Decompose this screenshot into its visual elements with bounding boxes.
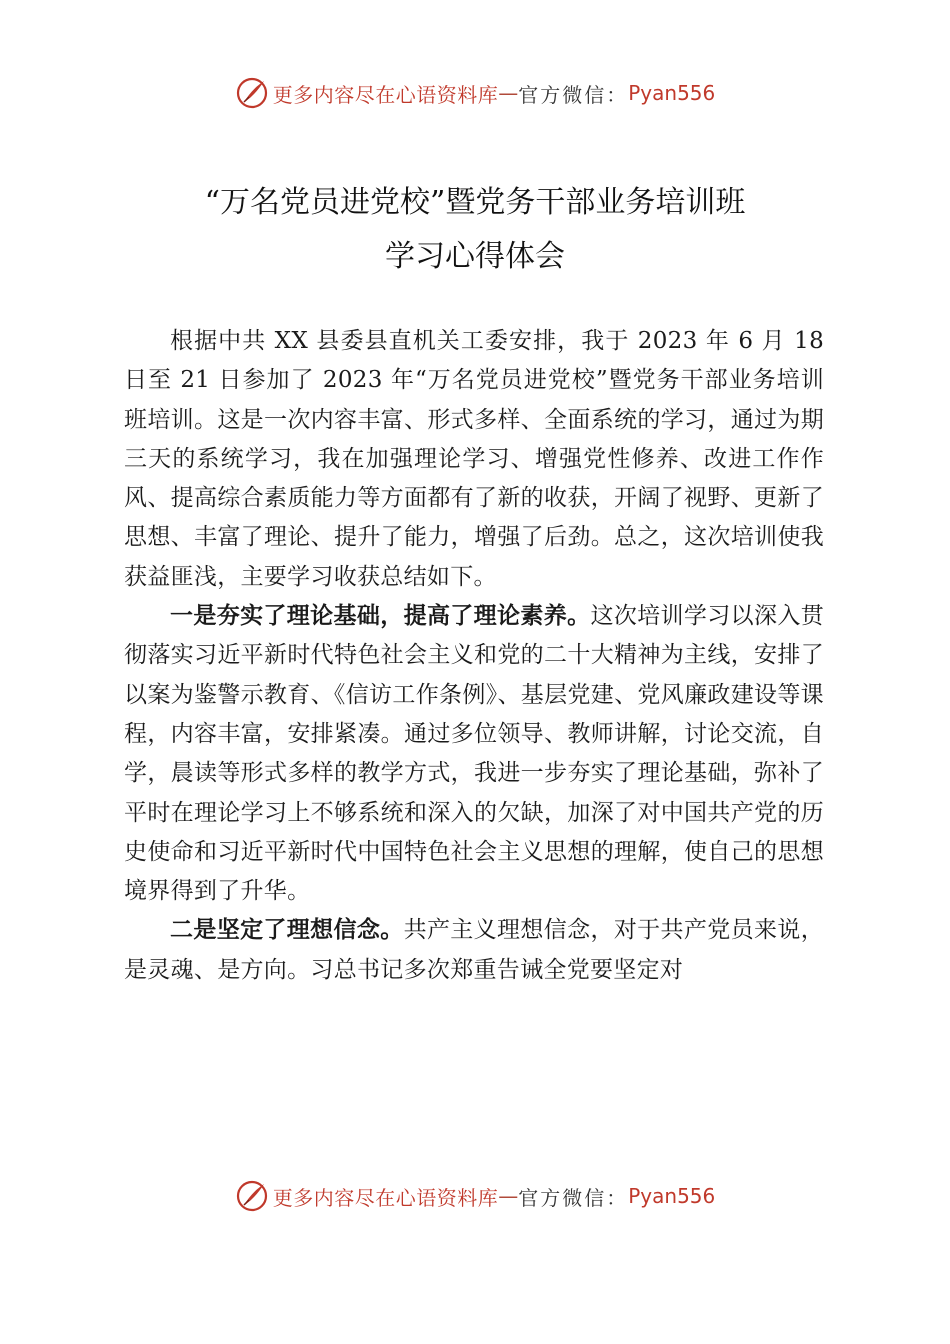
watermark-separator: — <box>498 81 519 105</box>
quill-logo-icon <box>235 1179 269 1213</box>
watermark-separator: — <box>498 1184 519 1208</box>
paragraph-text: 根据中共 XX 县委县直机关工委安排，我于 2023 年 6 月 18 日至 21 日参加了 2023 年“万名党员进党校”暨党务干部业务培训班培训。这是一次内容丰富、形式多样、全面系统的学习，通过为期三天的系统学习，我在加强理论学习、增强党性修养、改进工作作风、提高综合素质能力等方面都有了新的收获，开阔了视野、更新了思想、丰富了理论、提升了能力，增强了后劲。总之，这次培训使我获益匪浅，主要学习收获总结如下。 <box>124 328 824 590</box>
paragraph-intro <box>124 322 824 597</box>
watermark-brand: 更多内容尽在心语资料库 <box>272 82 499 107</box>
document-body <box>124 322 824 990</box>
watermark-brand: 更多内容尽在心语资料库 <box>272 1185 499 1210</box>
footer-watermark <box>0 1176 950 1216</box>
watermark-wechat-id: Pyan556 <box>628 81 716 105</box>
paragraph-text: 共产主义理想信念，对于共产党员来说，是灵魂、是方向。习总书记多次郑重告诫全党要坚定对 <box>124 917 824 983</box>
document-title-line-2: 学习心得体会 <box>385 239 565 274</box>
watermark-wechat-id: Pyan556 <box>628 1184 716 1208</box>
watermark-wechat-label: 官方微信： <box>518 82 629 107</box>
paragraph-ideals <box>124 911 824 990</box>
header-watermark <box>0 73 950 113</box>
watermark-wechat-label: 官方微信： <box>518 1185 629 1210</box>
paragraph-lead: 一是夯实了理论基础，提高了理论素养。 <box>170 603 591 630</box>
quill-logo-icon <box>235 76 269 110</box>
document-title-line-1: “万名党员进党校”暨党务干部业务培训班 <box>204 185 746 220</box>
paragraph-text: 这次培训学习以深入贯彻落实习近平新时代特色社会主义和党的二十大精神为主线，安排了以案为鉴警示教育、《信访工作条例》、基层党建、党风廉政建设等课程，内容丰富，安排紧凑。通过多位领导、教师讲解，讨论交流，自学，晨读等形式多样的教学方式，我进一步夯实了理论基础，弥补了平时在理论学习上不够系统和深入的欠缺，加深了对中国共产党的历史使命和习近平新时代中国特色社会主义思想的理解，使自己的思想境界得到了升华。 <box>124 603 824 905</box>
paragraph-lead: 二是坚定了理想信念。 <box>170 917 404 944</box>
paragraph-theory <box>124 597 824 911</box>
